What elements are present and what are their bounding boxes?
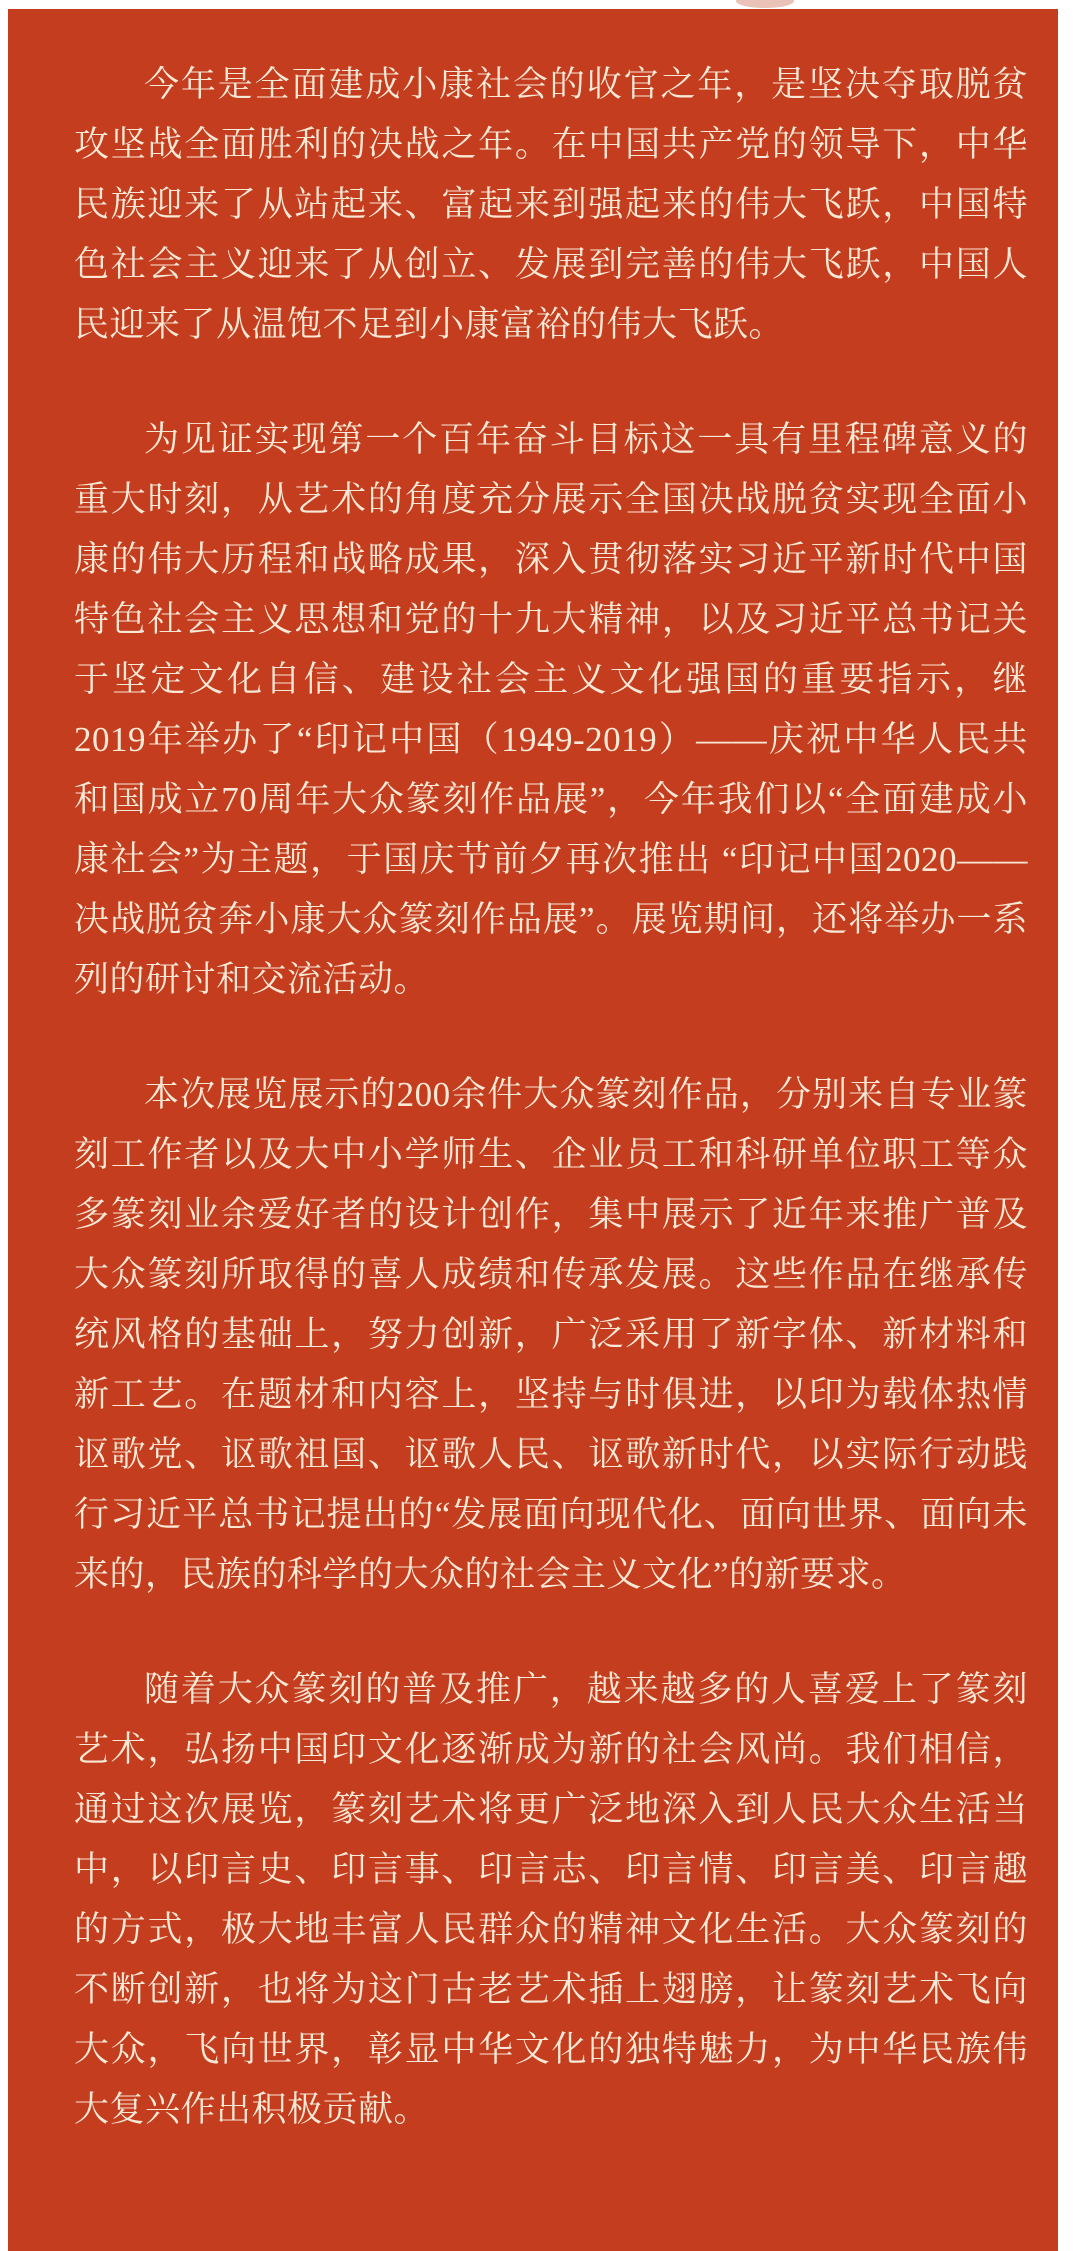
article-panel (8, 9, 1058, 2251)
top-white-margin (0, 0, 1078, 9)
paragraph-2: 为见证实现第一个百年奋斗目标这一具有里程碑意义的重大时刻，从艺术的角度充分展示全国决战脱贫实现全面小康的伟大历程和战略成果，深入贯彻落实习近平新时代中国特色社会主义思想和党的十九大精神，以及习近平总书记关于坚定文化自信、建设社会主义文化强国的重要指示，继2019年举办了“印记中国（1949-2019）——庆祝中华人民共和国成立70周年大众篆刻作品展”，今年我们以“全面建成小康社会”为主题，于国庆节前夕再次推出 “印记中国2020——决战脱贫奔小康大众篆刻作品展”。展览期间，还将举办一系列的研讨和交流活动。 (74, 420, 1028, 999)
paragraph-1: 今年是全面建成小康社会的收官之年，是坚决夺取脱贫攻坚战全面胜利的决战之年。在中国共产党的领导下，中华民族迎来了从站起来、富起来到强起来的伟大飞跃，中国特色社会主义迎来了从创立、发展到完善的伟大飞跃，中国人民迎来了从温饱不足到小康富裕的伟大飞跃。 (74, 65, 1028, 344)
cropped-graphic-top (736, 0, 794, 8)
paragraph-4: 随着大众篆刻的普及推广，越来越多的人喜爱上了篆刻艺术，弘扬中国印文化逐渐成为新的社会风尚。我们相信，通过这次展览，篆刻艺术将更广泛地深入到人民大众生活当中，以印言史、印言事、印言志、印言情、印言美、印言趣的方式，极大地丰富人民群众的精神文化生活。大众篆刻的不断创新，也将为这门古老艺术插上翅膀，让篆刻艺术飞向大众，飞向世界，彰显中华文化的独特魅力，为中华民族伟大复兴作出积极贡献。 (74, 1670, 1028, 2129)
paragraph-3: 本次展览展示的200余件大众篆刻作品，分别来自专业篆刻工作者以及大中小学师生、企业员工和科研单位职工等众多篆刻业余爱好者的设计创作，集中展示了近年来推广普及大众篆刻所取得的喜人成绩和传承发展。这些作品在继承传统风格的基础上，努力创新，广泛采用了新字体、新材料和新工艺。在题材和内容上，坚持与时俱进，以印为载体热情讴歌党、讴歌祖国、讴歌人民、讴歌新时代，以实际行动践行习近平总书记提出的“发展面向现代化、面向世界、面向未来的，民族的科学的大众的社会主义文化”的新要求。 (74, 1075, 1028, 1594)
article-body (8, 9, 1058, 2140)
